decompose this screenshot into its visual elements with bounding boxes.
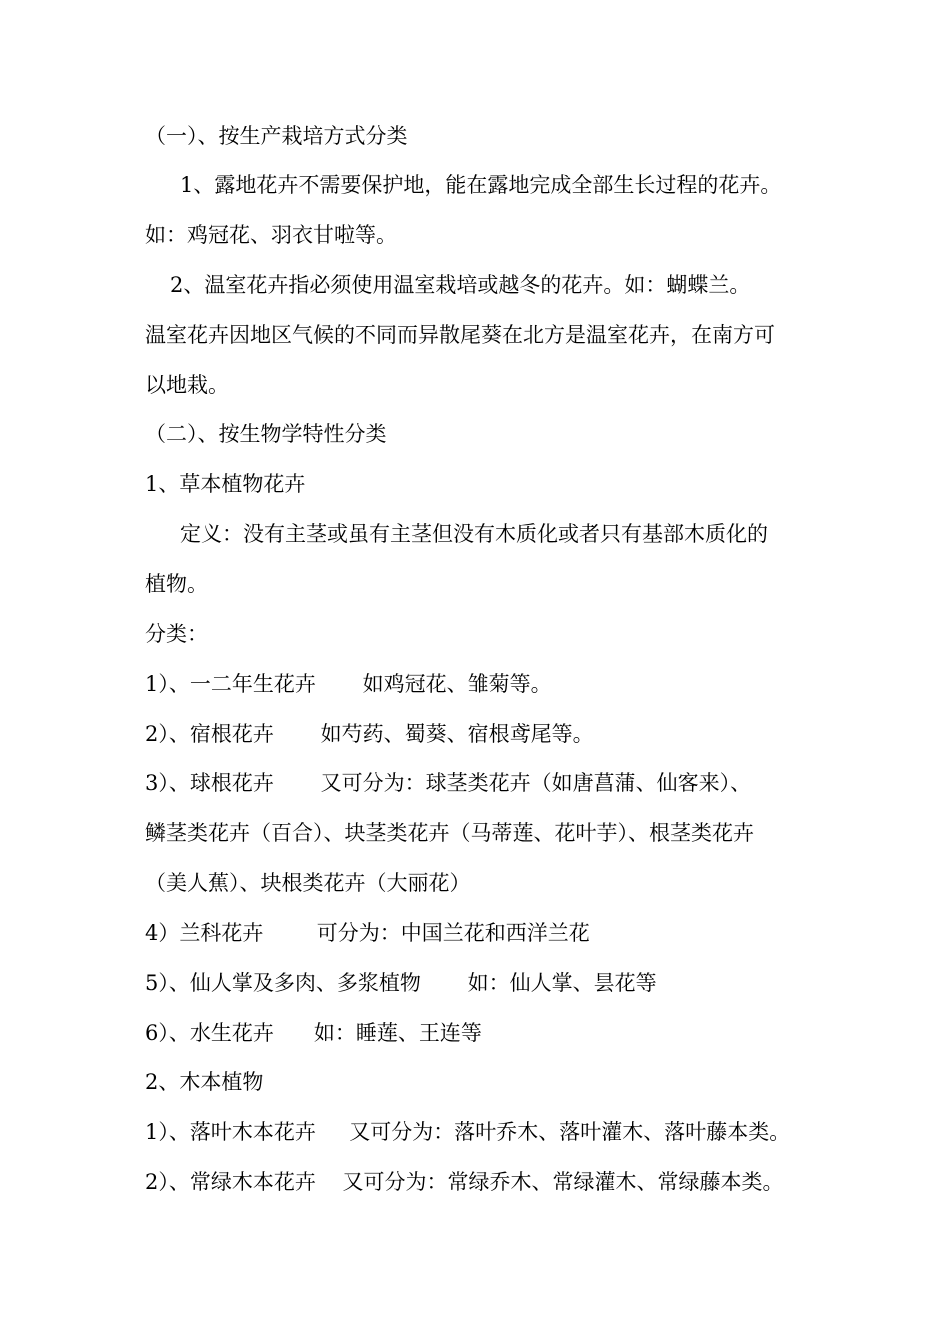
list-item: 5）、仙人掌及多肉、多浆植物 如：仙人掌、昙花等 (145, 971, 657, 995)
paragraph-line: 2、温室花卉指必须使用温室栽培或越冬的花卉。如：蝴蝶兰。 (170, 273, 751, 297)
list-item: 1）、落叶木本花卉 又可分为：落叶乔木、落叶灌木、落叶藤本类。 (145, 1120, 791, 1144)
subsection-heading: 1、草本植物花卉 (145, 472, 306, 496)
paragraph-line: 温室花卉因地区气候的不同而异散尾葵在北方是温室花卉，在南方可 (145, 323, 775, 347)
paragraph-line: 如：鸡冠花、羽衣甘啦等。 (145, 223, 397, 247)
section-heading-1: （一）、按生产栽培方式分类 (145, 124, 408, 148)
list-item: 4）兰科花卉 可分为：中国兰花和西洋兰花 (145, 921, 590, 945)
section-heading-2: （二）、按生物学特性分类 (145, 422, 387, 446)
paragraph-line: （美人蕉）、块根类花卉（大丽花） (145, 871, 471, 895)
paragraph-line: 1、露地花卉不需要保护地，能在露地完成全部生长过程的花卉。 (180, 173, 782, 197)
list-item: 1）、一二年生花卉 如鸡冠花、雏菊等。 (145, 672, 552, 696)
list-item: 6）、水生花卉 如：睡莲、王连等 (145, 1021, 482, 1045)
paragraph-line: 鳞茎类花卉（百合）、块茎类花卉（马蒂莲、花叶芋）、根茎类花卉 (145, 821, 754, 845)
paragraph-line: 分类： (145, 622, 208, 646)
list-item: 2）、宿根花卉 如芍药、蜀葵、宿根鸢尾等。 (145, 722, 594, 746)
list-item: 3）、球根花卉 又可分为：球茎类花卉（如唐菖蒲、仙客来）、 (145, 771, 752, 795)
list-item: 2）、常绿木本花卉 又可分为：常绿乔木、常绿灌木、常绿藤本类。 (145, 1170, 784, 1194)
subsection-heading: 2、木本植物 (145, 1070, 264, 1094)
paragraph-line: 定义：没有主茎或虽有主茎但没有木质化或者只有基部木质化的 (180, 522, 768, 546)
paragraph-line: 以地栽。 (145, 373, 229, 397)
paragraph-line: 植物。 (145, 572, 208, 596)
